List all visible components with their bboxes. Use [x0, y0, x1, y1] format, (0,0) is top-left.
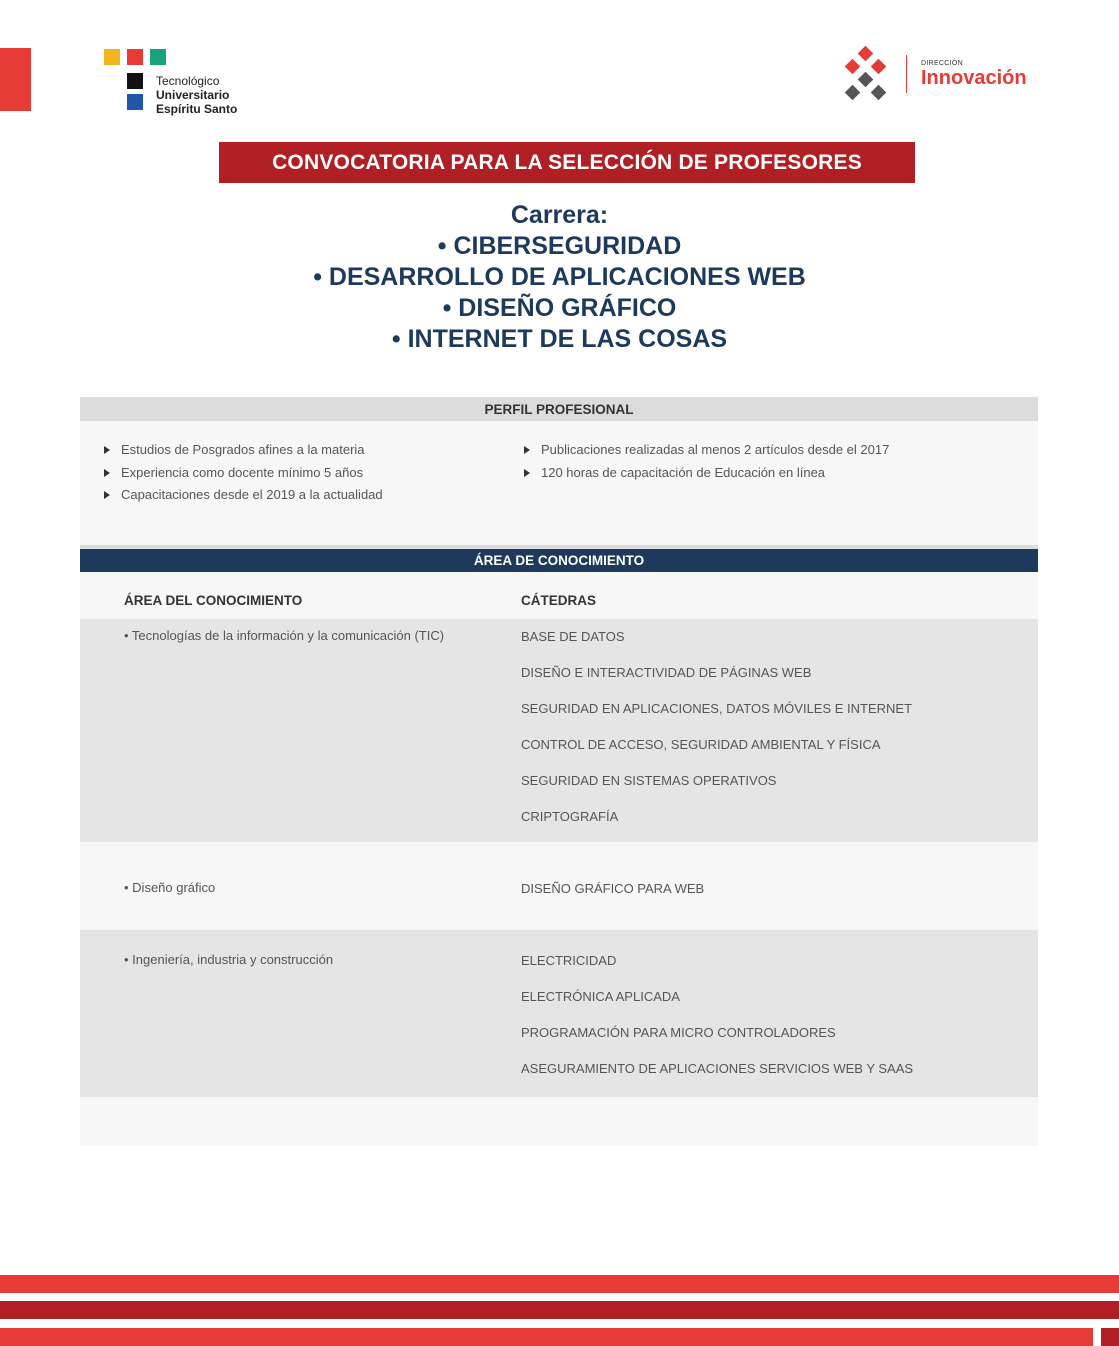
area-group-row: [80, 619, 1038, 842]
perfil-item: 120 horas de capacitación de Educación en línea: [524, 464, 889, 487]
perfil-left-list: [104, 441, 383, 509]
title-banner: CONVOCATORIA PARA LA SELECCIÓN DE PROFESORES: [219, 142, 915, 183]
tues-logo: [104, 49, 237, 116]
column-header-catedras: CÁTEDRAS: [521, 593, 597, 608]
area-label: • Ingeniería, industria y construcción: [124, 952, 334, 967]
catedra-item: SEGURIDAD EN APLICACIONES, DATOS MÓVILES E INTERNET: [521, 701, 913, 716]
footer-stripe: [0, 1275, 1119, 1293]
catedra-item: BASE DE DATOS: [521, 629, 625, 644]
perfil-item: Experiencia como docente mínimo 5 años: [104, 464, 383, 487]
perfil-header: PERFIL PROFESIONAL: [80, 397, 1038, 421]
catedra-item: CONTROL DE ACCESO, SEGURIDAD AMBIENTAL Y FÍSICA: [521, 737, 881, 752]
area-label: • Diseño gráfico: [124, 880, 216, 895]
catedra-item: DISEÑO E INTERACTIVIDAD DE PÁGINAS WEB: [521, 665, 812, 680]
red-square: [127, 49, 143, 65]
blue-square: [127, 94, 143, 110]
careers-block: [0, 200, 1119, 355]
career-item: • DISEÑO GRÁFICO: [442, 294, 677, 322]
tues-name: [156, 74, 237, 116]
footer-stripe: [0, 1301, 1119, 1319]
career-item: • CIBERSEGURIDAD: [437, 232, 682, 260]
area-table: [80, 572, 1038, 1146]
careers-heading: Carrera:: [510, 201, 609, 229]
catedra-item: SEGURIDAD EN SISTEMAS OPERATIVOS: [521, 773, 777, 788]
logo-divider: [906, 55, 907, 93]
tues-line3: Espíritu Santo: [156, 102, 238, 116]
tues-line1: Tecnológico: [156, 74, 220, 88]
area-header: ÁREA DE CONOCIMIENTO: [80, 549, 1038, 572]
catedra-item: DISEÑO GRÁFICO PARA WEB: [521, 881, 705, 896]
area-group-row: [80, 930, 1038, 1097]
logo-color-squares: [104, 49, 237, 65]
black-square: [127, 73, 143, 89]
tues-line2: Universitario: [156, 88, 230, 102]
innovacion-small-text: DIRECCIÓN: [921, 59, 963, 67]
footer-stripe: [0, 1328, 1093, 1346]
catedra-item: ELECTRICIDAD: [521, 953, 617, 968]
yellow-square: [104, 49, 120, 65]
catedra-list: [521, 880, 704, 916]
innovacion-logo: [842, 46, 1027, 102]
catedra-list: [521, 952, 913, 1096]
catedra-list: [521, 628, 912, 844]
perfil-item: Estudios de Posgrados afines a la materia: [104, 441, 383, 464]
perfil-body: [80, 421, 1038, 545]
green-square: [150, 49, 166, 65]
perfil-item: Capacitaciones desde el 2019 a la actualidad: [104, 486, 383, 509]
catedra-item: ASEGURAMIENTO DE APLICACIONES SERVICIOS WEB Y SAAS: [521, 1061, 914, 1076]
perfil-right-list: [524, 441, 889, 486]
career-item: • INTERNET DE LAS COSAS: [391, 325, 728, 353]
column-header-area: ÁREA DEL CONOCIMIENTO: [124, 593, 303, 608]
career-item: • DESARROLLO DE APLICACIONES WEB: [313, 263, 806, 291]
diamond-mark-icon: [842, 46, 890, 102]
perfil-item: Publicaciones realizadas al menos 2 artículos desde el 2017: [524, 441, 889, 464]
innovacion-big-text: Innovación: [921, 66, 1027, 89]
catedra-item: ELECTRÓNICA APLICADA: [521, 989, 680, 1004]
catedra-item: PROGRAMACIÓN PARA MICRO CONTROLADORES: [521, 1025, 836, 1040]
left-accent-bar: [0, 48, 31, 111]
area-group-row: [80, 842, 1038, 930]
area-label: • Tecnologías de la información y la comunicación (TIC): [124, 628, 445, 643]
footer-square: [1101, 1328, 1119, 1346]
catedra-item: CRIPTOGRAFÍA: [521, 809, 619, 824]
